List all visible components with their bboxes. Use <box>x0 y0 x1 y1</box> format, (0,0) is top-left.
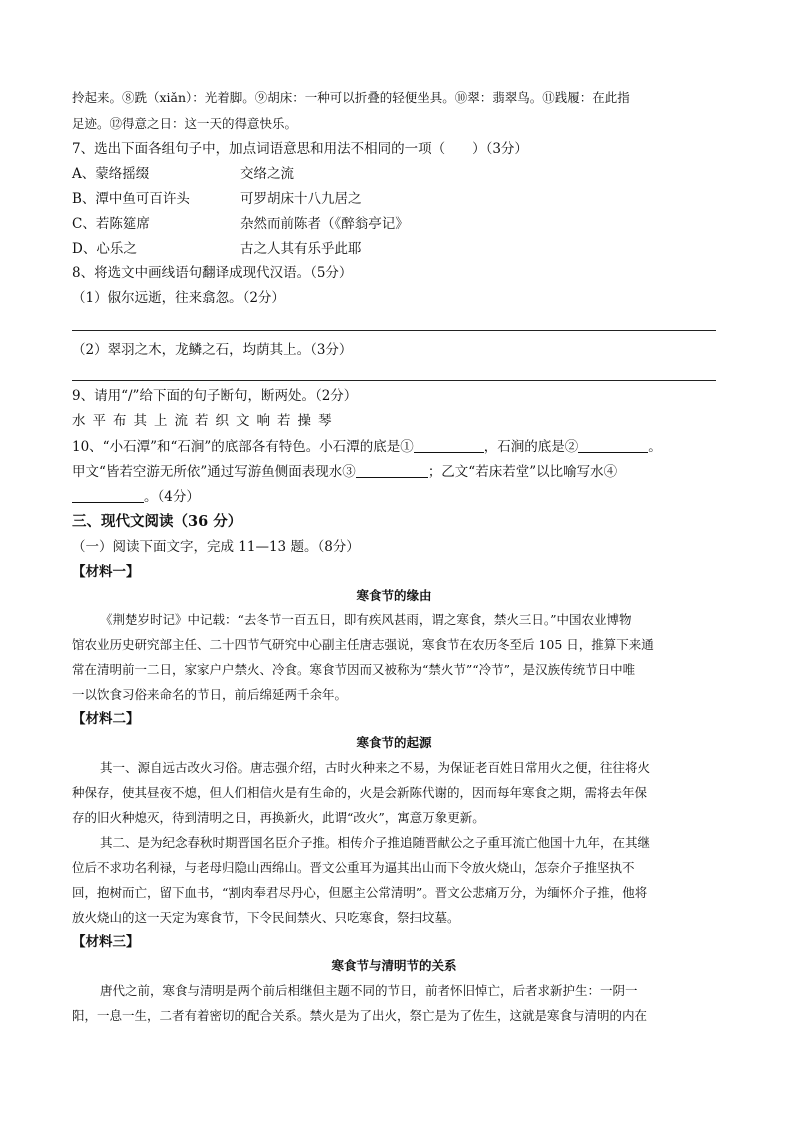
q10-text: 。 <box>648 439 662 455</box>
material-2-line: 存的旧火种熄灭，待到清明之日，再换新火，此谓“改火”，寓意万象更新。 <box>72 810 485 825</box>
material-2-line: 种保存，使其昼夜不熄，但人们相信火是有生命的，火是会新陈代谢的，因而每年寒食之期，需将去年保 <box>72 785 648 800</box>
q7-option-d-pair: 古之人其有乐乎此耶 <box>240 241 362 257</box>
question-8-stem: 8、将选文中画线语句翻译成现代汉语。（5分） <box>72 265 353 281</box>
question-10-line-2 <box>72 462 617 482</box>
material-1-line: 常在清明前一二日，家家户户禁火、冷食。寒食节因而又被称为“禁火节”“冷节”，是汉族传统节日中唯 <box>72 662 636 677</box>
answer-line[interactable] <box>72 330 716 331</box>
blank-4[interactable] <box>72 488 144 503</box>
q10-text: 10、“小石潭”和“石涧”的底部各有特色。小石潭的底是① <box>72 439 414 455</box>
blank-1[interactable] <box>414 438 484 453</box>
material-tag: 【材料一】 <box>72 564 140 580</box>
q10-text: 甲文“皆若空游无所依”通过写游鱼侧面表现水③ <box>72 464 356 480</box>
material-2-line: 其二、是为纪念春秋时期晋国名臣介子推。相传介子推追随晋献公之子重耳流亡他国十九年，在其继 <box>100 835 651 850</box>
q10-text: 。（4分） <box>144 489 200 505</box>
question-10-line-3 <box>72 487 200 507</box>
option-label: C、若陈筵席 <box>72 216 150 232</box>
material-1-line: 《荆楚岁时记》中记载：“去冬节一百五日，即有疾风甚雨，谓之寒食，禁火三日。”中国农业博物 <box>100 612 632 627</box>
q7-option-b <box>72 189 190 209</box>
footnote-line: 足迹。⑫得意之日：这一天的得意快乐。 <box>72 116 298 131</box>
material-1-line: 一以饮食习俗来命名的节日，前后绵延两千余年。 <box>72 687 348 702</box>
q7-option-b-pair: 可罗胡床十八九居之 <box>240 191 362 207</box>
q7-option-a-pair: 交络之流 <box>240 166 294 182</box>
option-label: A、蒙络摇缀 <box>72 166 150 182</box>
q10-text: ；乙文“若床若堂”以比喻写水④ <box>427 464 618 480</box>
q9-sentence: 水平布其上流若织文响若操琴 <box>72 413 339 429</box>
section-heading: 三、现代文阅读（36 分） <box>72 513 243 530</box>
question-9-stem: 9、请用“/”给下面的句子断句，断两处。（2分） <box>72 388 358 404</box>
material-2-line: 放火烧山的这一天定为寒食节，下令民间禁火、只吃寒食，祭扫坟墓。 <box>72 910 460 925</box>
material-3-line: 唐代之前，寒食与清明是两个前后相继但主题不同的节日，前者怀旧悼亡，后者求新护生：一阴一 <box>100 983 638 998</box>
material-tag: 【材料三】 <box>72 934 140 950</box>
q7-option-c-pair: 杂然而前陈者（《醉翁亭记》 <box>240 216 409 232</box>
blank-3[interactable] <box>356 463 428 478</box>
material-title: 寒食节的缘由 <box>356 588 432 603</box>
option-label: D、心乐之 <box>72 241 137 257</box>
q7-option-a <box>72 164 149 184</box>
material-2-line: 位后不求功名利禄，与老母归隐山西绵山。晋文公重耳为逼其出山而下令放火烧山，怎奈介子推坚执不 <box>72 860 635 875</box>
question-10-line-1 <box>72 437 662 457</box>
q7-option-d <box>72 239 137 259</box>
blank-2[interactable] <box>578 438 648 453</box>
q7-option-c <box>72 214 150 234</box>
material-3-line: 阳，一息一生，二者有着密切的配合关系。禁火是为了出火，祭亡是为了佐生，这就是寒食与清明的内在 <box>72 1008 648 1023</box>
answer-line[interactable] <box>72 380 716 381</box>
q8-sub-2: （2）翠羽之木，龙鳞之石，均荫其上。（3分） <box>72 342 353 358</box>
material-title: 寒食节的起源 <box>356 735 432 750</box>
question-7-stem: 7、选出下面各组句子中，加点词语意思和用法不相同的一项（ ）（3分） <box>72 141 528 157</box>
section-intro: （一）阅读下面文字，完成 11—13 题。（8分） <box>72 539 360 555</box>
material-1-line: 馆农业历史研究部主任、二十四节气研究中心副主任唐志强说，寒食节在农历冬至后 105 日，推算下来通 <box>72 637 654 652</box>
footnote-line: 拎起来。⑧跣（xiǎn）：光着脚。⑨胡床：一种可以折叠的轻便坐具。⑩翠：翡翠鸟。⑪践履：在此指 <box>72 90 630 105</box>
material-2-line: 其一、源自远古改火习俗。唐志强介绍，古时火种来之不易，为保证老百姓日常用火之便，往往将火 <box>100 760 651 775</box>
material-title: 寒食节与清明节的关系 <box>331 958 457 973</box>
material-2-line: 回，抱树而亡，留下血书，“割肉奉君尽丹心，但愿主公常清明”。晋文公悲痛万分，为缅怀介子推，他将 <box>72 885 648 900</box>
q10-text: ，石涧的底是② <box>483 439 579 455</box>
option-label: B、潭中鱼可百许头 <box>72 191 190 207</box>
material-tag: 【材料二】 <box>72 711 140 727</box>
q8-sub-1: （1）俶尔远逝，往来翕忽。（2分） <box>72 290 285 306</box>
